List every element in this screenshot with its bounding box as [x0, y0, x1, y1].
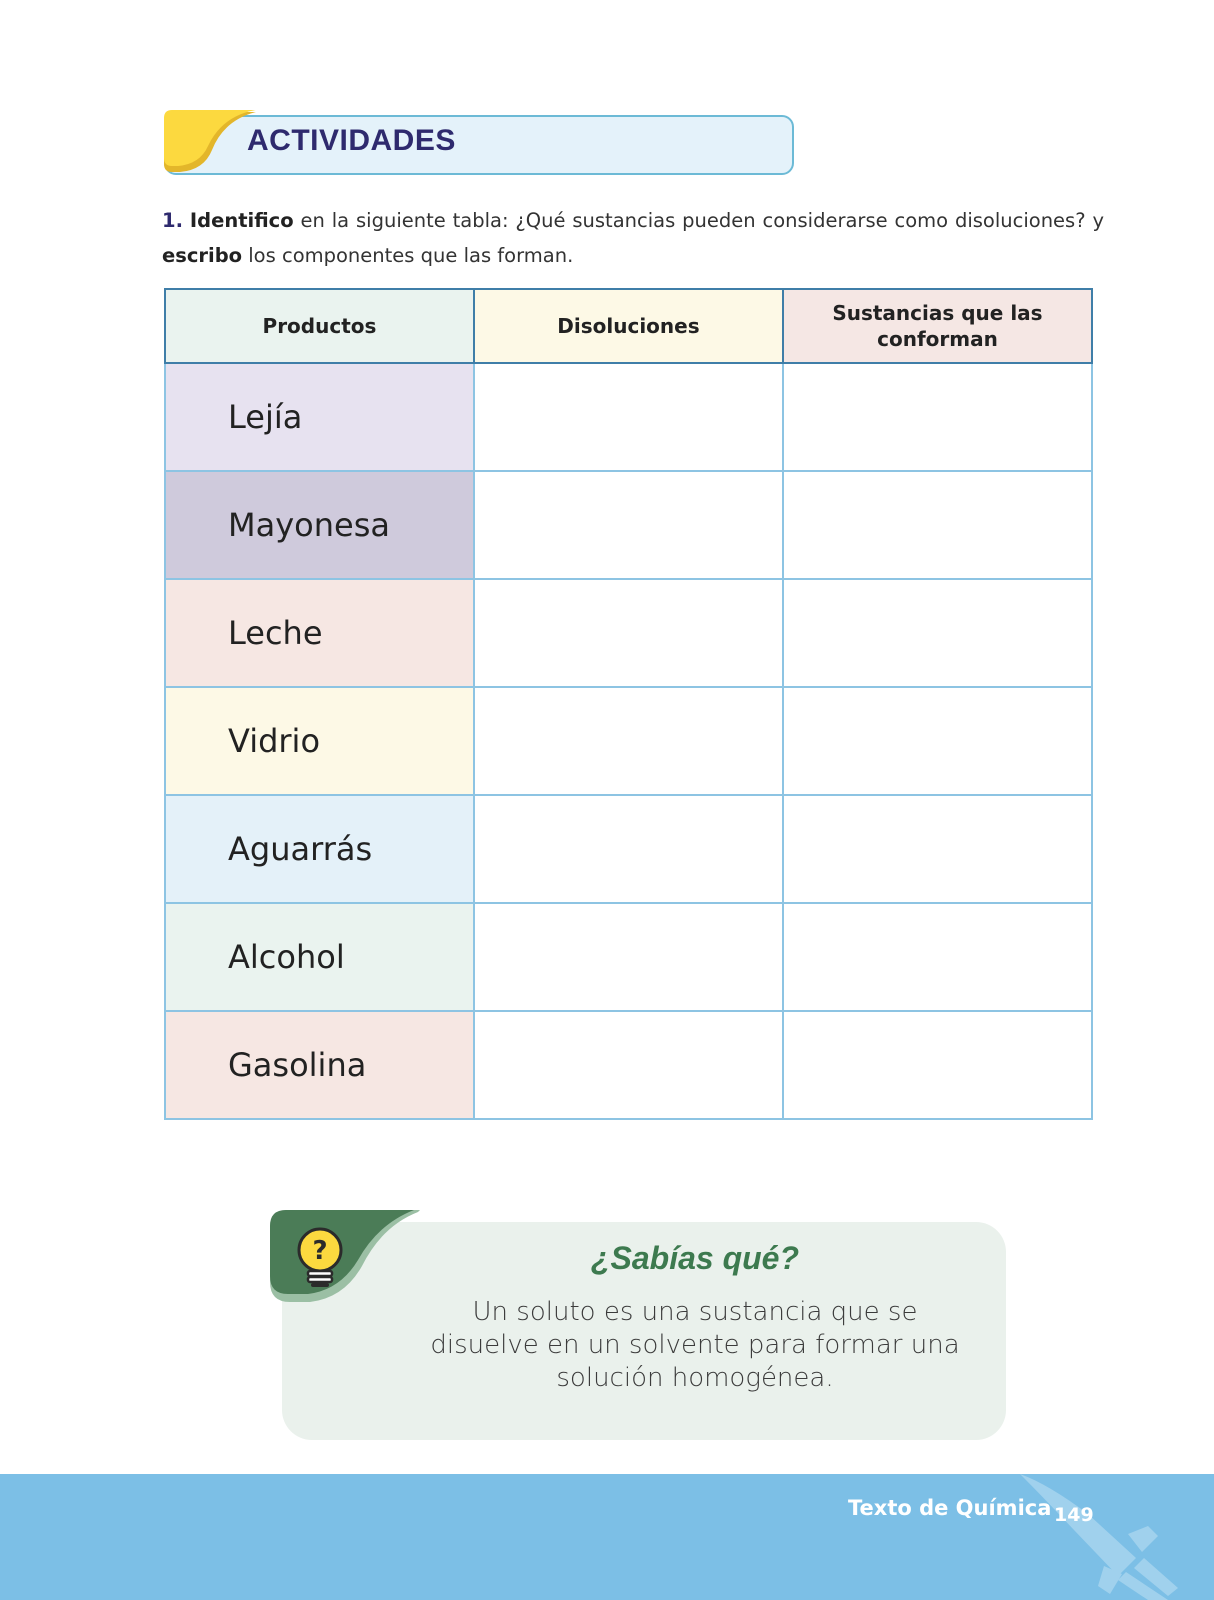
- solution-answer-cell[interactable]: [474, 471, 783, 579]
- column-header-substances: [783, 289, 1092, 363]
- substances-answer-cell[interactable]: [783, 1011, 1092, 1119]
- solution-answer-cell[interactable]: [474, 1011, 783, 1119]
- table-row: [165, 363, 1092, 471]
- solution-answer-cell[interactable]: [474, 903, 783, 1011]
- substances-answer-cell[interactable]: [783, 579, 1092, 687]
- section-title: ACTIVIDADES: [247, 124, 456, 157]
- substances-answer-cell[interactable]: [783, 471, 1092, 579]
- instruction-verb-identify: Identifico: [189, 209, 294, 232]
- column-header-products: Productos: [165, 289, 474, 363]
- product-cell: Leche: [165, 579, 474, 687]
- lightbulb-question-icon: [296, 1226, 350, 1290]
- activity-instruction: [162, 203, 1104, 273]
- solutions-table: [164, 288, 1093, 1120]
- footer-book-title: Texto de Química: [848, 1496, 1052, 1520]
- product-cell: Vidrio: [165, 687, 474, 795]
- table-row: [165, 795, 1092, 903]
- instruction-text-part1: en la siguiente tabla: ¿Qué sustancias pueden considerarse como disoluciones? y: [293, 209, 1104, 232]
- table-row: [165, 579, 1092, 687]
- product-cell: Gasolina: [165, 1011, 474, 1119]
- instruction-verb-write: escribo: [162, 244, 243, 267]
- substances-answer-cell[interactable]: [783, 903, 1092, 1011]
- solution-answer-cell[interactable]: [474, 795, 783, 903]
- table-row: [165, 687, 1092, 795]
- solution-answer-cell[interactable]: [474, 579, 783, 687]
- did-you-know-text: Un soluto es una sustancia que se disuelve en un solvente para formar una solución homogénea.: [430, 1297, 960, 1393]
- product-cell: Lejía: [165, 363, 474, 471]
- did-you-know-title: ¿Sabías qué?: [590, 1240, 800, 1276]
- instruction-text-part2: los componentes que las forman.: [242, 244, 574, 267]
- table-row: [165, 471, 1092, 579]
- product-cell: Alcohol: [165, 903, 474, 1011]
- solution-answer-cell[interactable]: [474, 363, 783, 471]
- page-number: 149: [1054, 1504, 1094, 1526]
- table-row: [165, 903, 1092, 1011]
- substances-answer-cell[interactable]: [783, 363, 1092, 471]
- activity-number: 1.: [162, 209, 183, 232]
- column-header-solutions: Disoluciones: [474, 289, 783, 363]
- substances-answer-cell[interactable]: [783, 795, 1092, 903]
- svg-text:?: ?: [312, 1236, 328, 1266]
- product-cell: Mayonesa: [165, 471, 474, 579]
- table-header-row: [165, 289, 1092, 363]
- rocket-icon: [1018, 1474, 1198, 1600]
- table-row: [165, 1011, 1092, 1119]
- solution-answer-cell[interactable]: [474, 687, 783, 795]
- substances-answer-cell[interactable]: [783, 687, 1092, 795]
- column-header-substances-label: Sustancias que las conforman: [832, 301, 1043, 351]
- product-cell: Aguarrás: [165, 795, 474, 903]
